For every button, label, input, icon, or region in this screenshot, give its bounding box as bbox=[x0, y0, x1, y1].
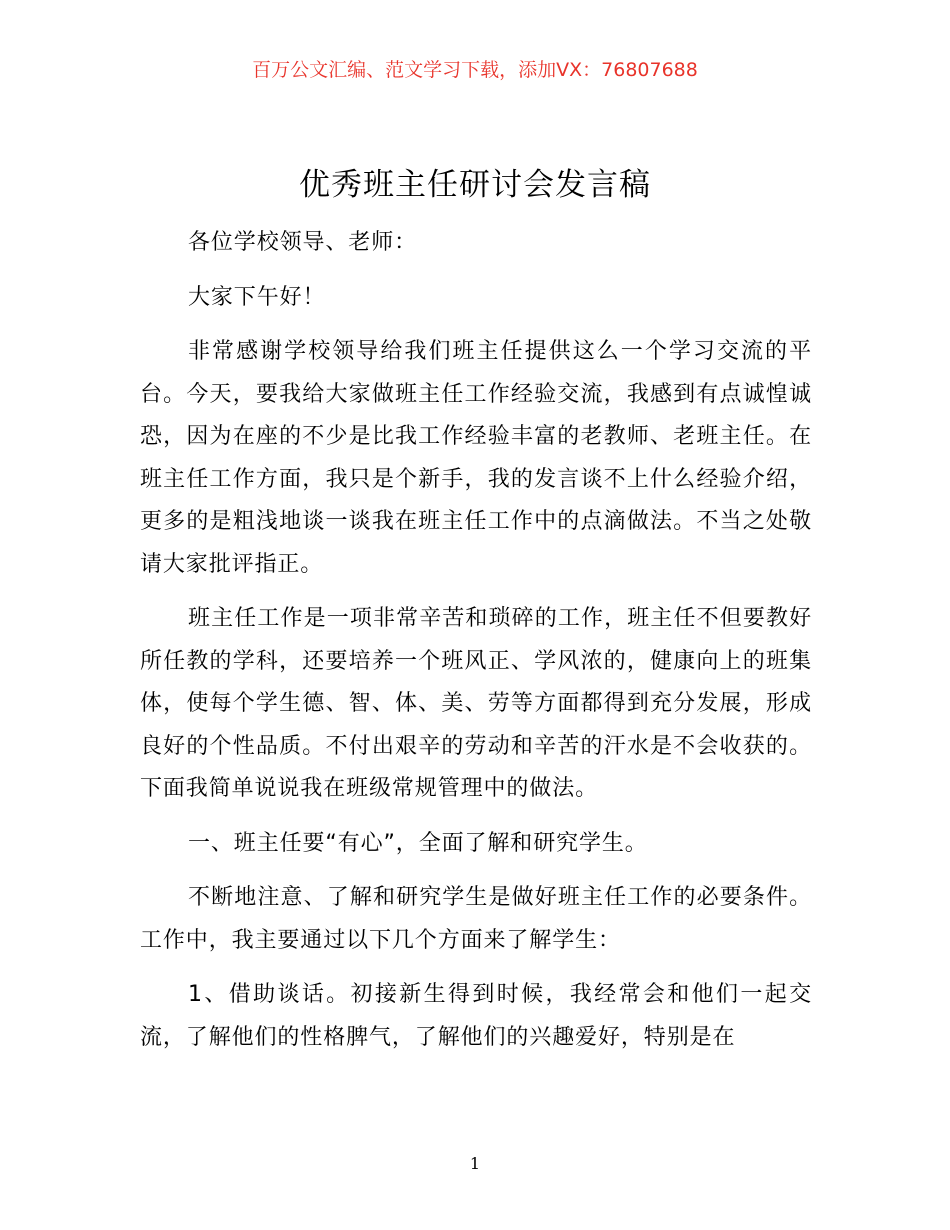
salutation: 各位学校领导、老师： bbox=[188, 230, 418, 255]
greeting: 大家下午好！ bbox=[188, 284, 326, 310]
document-body bbox=[140, 222, 812, 1071]
header-banner: 百万公文汇编、范文学习下载，添加VX：76807688 bbox=[252, 59, 698, 81]
page-number: 1 bbox=[469, 1154, 481, 1173]
paragraph-understand-students: 不断地注意、了解和研究学生是做好班主任工作的必要条件。工作中，我主要通过以下几个方面来了解学生： bbox=[140, 885, 812, 953]
section-heading-1: 一、班主任要“有心”，全面了解和研究学生。 bbox=[188, 830, 648, 856]
paragraph-work-overview: 班主任工作是一项非常辛苦和琐碎的工作，班主任不但要教好所任教的学科，还要培养一个班风正、学风浓的，健康向上的班集体，使每个学生德、智、体、美、劳等方面都得到充分发展，形成良好的个性品质。不付出艰辛的劳动和辛苦的汗水是不会收获的。下面我简单说说我在班级常规管理中的做法。 bbox=[140, 606, 812, 801]
document-title: 优秀班主任研讨会发言稿 bbox=[299, 167, 651, 203]
paragraph-thanks: 非常感谢学校领导给我们班主任提供这么一个学习交流的平台。今天，要我给大家做班主任工作经验交流，我感到有点诚惶诚恐，因为在座的不少是比我工作经验丰富的老教师、老班主任。在班主任工作方面，我只是个新手，我的发言谈不上什么经验介绍，更多的是粗浅地谈一谈我在班主任工作中的点滴做法。不当之处敬请大家批评指正。 bbox=[140, 339, 812, 577]
list-item-conversation: 1、借助谈话。初接新生得到时候，我经常会和他们一起交流，了解他们的性格脾气，了解他们的兴趣爱好，特别是在 bbox=[140, 982, 812, 1050]
